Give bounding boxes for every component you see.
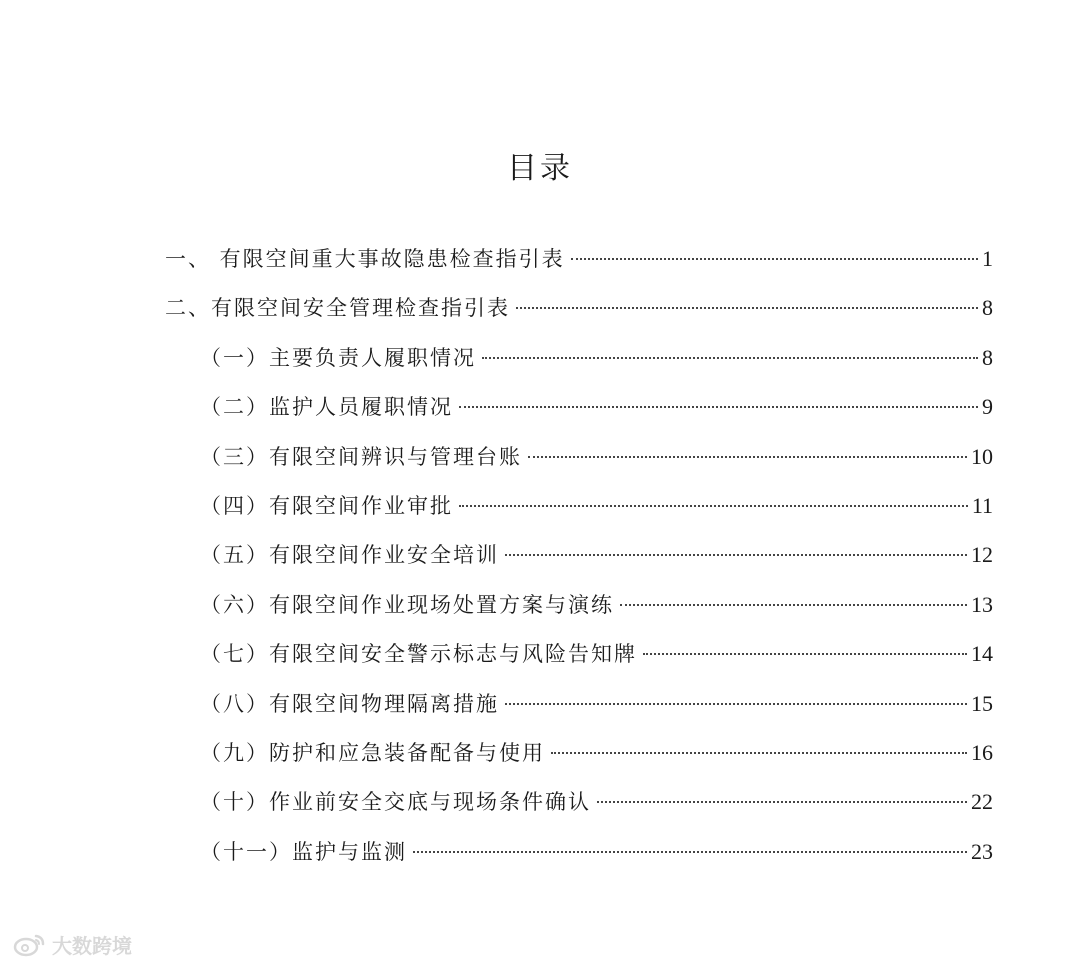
- toc-entry-label: （五）有限空间作业安全培训: [200, 543, 499, 567]
- toc-entry[interactable]: [200, 391, 993, 421]
- toc-leader-dots: [597, 801, 967, 803]
- toc-entry-page: 23: [971, 839, 993, 864]
- toc-entry[interactable]: [200, 539, 993, 569]
- toc-entry-label: （十一）监护与监测: [200, 840, 407, 864]
- toc-entry[interactable]: [200, 490, 993, 520]
- toc-entry[interactable]: [200, 342, 993, 372]
- toc-leader-dots: [413, 851, 967, 853]
- toc-entry-page: 14: [971, 641, 993, 666]
- toc-entry-label: （三）有限空间辨识与管理台账: [200, 445, 522, 469]
- toc-leader-dots: [516, 307, 978, 309]
- toc-entry-page: 12: [971, 542, 993, 567]
- toc-entry-label: （十）作业前安全交底与现场条件确认: [200, 790, 591, 814]
- toc-entry-label: （九）防护和应急装备配备与使用: [200, 741, 545, 765]
- toc-entry[interactable]: [200, 441, 993, 471]
- toc-entry-label: （一）主要负责人履职情况: [200, 346, 476, 370]
- toc-entry[interactable]: [165, 243, 993, 273]
- toc-entry-label: 一、 有限空间重大事故隐患检查指引表: [165, 247, 565, 271]
- toc-entry-label: （二）监护人员履职情况: [200, 395, 453, 419]
- toc-entry-label: 二、有限空间安全管理检查指引表: [165, 296, 510, 320]
- toc-entry[interactable]: [200, 737, 993, 767]
- toc-entry-label: （七）有限空间安全警示标志与风险告知牌: [200, 642, 637, 666]
- toc-entry[interactable]: [200, 688, 993, 718]
- toc-leader-dots: [528, 456, 967, 458]
- toc-entry-page: 16: [971, 740, 993, 765]
- toc-entry-page: 8: [982, 295, 993, 320]
- toc-entry[interactable]: [200, 786, 993, 816]
- toc-entry[interactable]: [200, 589, 993, 619]
- toc-entry-page: 22: [971, 789, 993, 814]
- toc-leader-dots: [643, 653, 967, 655]
- toc-entry-label: （六）有限空间作业现场处置方案与演练: [200, 593, 614, 617]
- toc-entry-label: （四）有限空间作业审批: [200, 494, 453, 518]
- watermark: [12, 930, 132, 959]
- toc-entry-page: 8: [982, 345, 993, 370]
- toc-entry-label: （八）有限空间物理隔离措施: [200, 692, 499, 716]
- toc-leader-dots: [551, 752, 967, 754]
- toc-entry[interactable]: [165, 292, 993, 322]
- toc-leader-dots: [459, 505, 968, 507]
- toc-entry-page: 1: [982, 246, 993, 271]
- toc-leader-dots: [571, 258, 978, 260]
- toc-entry-page: 9: [982, 394, 993, 419]
- toc-leader-dots: [505, 554, 967, 556]
- watermark-text: 大数跨境: [52, 934, 132, 958]
- toc-leader-dots: [459, 406, 978, 408]
- toc-entry[interactable]: [200, 836, 993, 866]
- toc-entry-page: 15: [971, 691, 993, 716]
- toc-leader-dots: [505, 703, 967, 705]
- toc-entry-page: 10: [971, 444, 993, 469]
- page-title: 目录: [507, 151, 573, 186]
- toc-entry[interactable]: [200, 638, 993, 668]
- weibo-like-logo-icon: [12, 932, 46, 958]
- toc-leader-dots: [620, 604, 967, 606]
- toc-leader-dots: [482, 357, 978, 359]
- toc-entry-page: 11: [971, 493, 993, 518]
- toc-entry-page: 13: [971, 592, 993, 617]
